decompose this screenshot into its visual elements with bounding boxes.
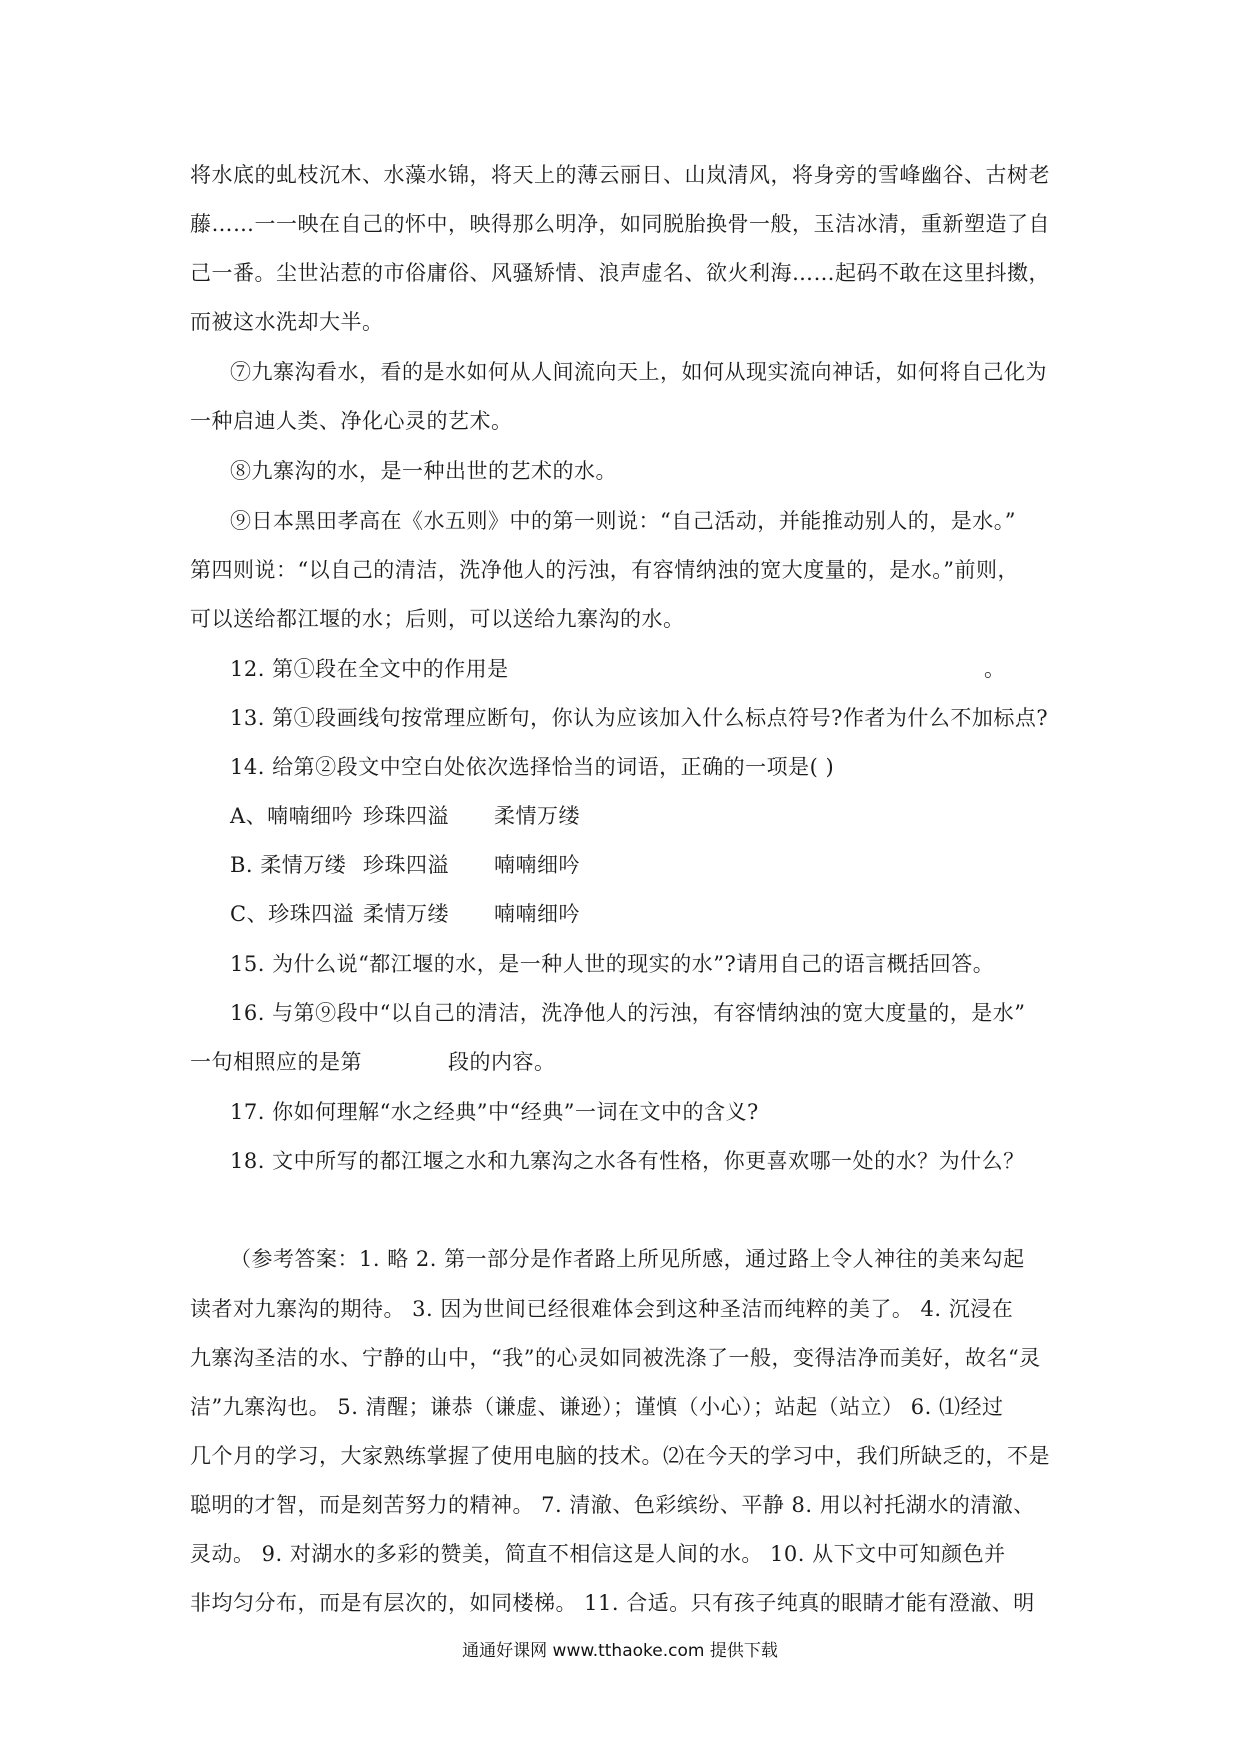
answer-line: 洁”九寨沟也。 5. 清醒；谦恭（谦虚、谦逊）；谨慎（小心）；站起（站立） 6. ⑴经过 xyxy=(190,1395,1004,1419)
answer-line: 非均匀分布，而是有层次的，如同楼梯。 11. 合适。只有孩子纯真的眼睛才能有澄澈、明 xyxy=(190,1591,1035,1615)
answer-line: 九寨沟圣洁的水、宁静的山中，“我”的心灵如同被洗涤了一般，变得洁净而美好，故名“灵 xyxy=(190,1346,1041,1370)
passage-line: ⑦九寨沟看水，看的是水如何从人间流向天上，如何从现实流向神话，如何将自己化为 xyxy=(230,360,1047,384)
question-17: 17. 你如何理解“水之经典”中“经典”一词在文中的含义? xyxy=(230,1100,759,1124)
question-12: 12. 第①段在全文中的作用是 xyxy=(230,657,509,681)
question-12-end: 。 xyxy=(984,657,1006,681)
question-16-cont: 一句相照应的是第 段的内容。 xyxy=(190,1050,556,1074)
option-a: A、喃喃细吟 珍珠四溢 柔情万缕 xyxy=(230,804,580,828)
question-18: 18. 文中所写的都江堰之水和九寨沟之水各有性格，你更喜欢哪一处的水？为什么？ xyxy=(230,1149,1025,1173)
question-13: 13. 第①段画线句按常理应断句，你认为应该加入什么标点符号?作者为什么不加标点? xyxy=(230,706,1049,730)
option-b: B. 柔情万缕 珍珠四溢 喃喃细吟 xyxy=(230,853,580,877)
question-16: 16. 与第⑨段中“以自己的清洁，洗净他人的污浊，有容情纳浊的宽大度量的，是水” xyxy=(230,1001,1026,1025)
passage-line: ⑨日本黑田孝高在《水五则》中的第一则说：“自己活动，并能推动别人的，是水。” xyxy=(230,509,1016,533)
passage-line: 第四则说：“以自己的清洁，洗净他人的污浊，有容情纳浊的宽大度量的，是水。”前则， xyxy=(190,558,1019,582)
question-14: 14. 给第②段文中空白处依次选择恰当的词语，正确的一项是( ) xyxy=(230,755,835,779)
answer-line: 读者对九寨沟的期待。 3. 因为世间已经很难体会到这种圣洁而纯粹的美了。 4. 沉浸在 xyxy=(190,1297,1014,1321)
passage-line: 将水底的虬枝沉木、水藻水锦，将天上的薄云丽日、山岚清风，将身旁的雪峰幽谷、古树老 xyxy=(190,163,1050,187)
answer-line: 几个月的学习，大家熟练掌握了使用电脑的技术。⑵在今天的学习中，我们所缺乏的，不是 xyxy=(190,1444,1050,1468)
passage-line: 可以送给都江堰的水；后则，可以送给九寨沟的水。 xyxy=(190,607,685,631)
passage-line: 己一番。尘世沾惹的市俗庸俗、风骚矫情、浪声虚名、欲火利海……起码不敢在这里抖擞， xyxy=(190,261,1050,285)
answer-line: 灵动。 9. 对湖水的多彩的赞美，简直不相信这是人间的水。 10. 从下文中可知颜色并 xyxy=(190,1542,1006,1566)
passage-line: 一种启迪人类、净化心灵的艺术。 xyxy=(190,409,513,433)
passage-line: ⑧九寨沟的水，是一种出世的艺术的水。 xyxy=(230,459,617,483)
option-c: C、珍珠四溢 柔情万缕 喃喃细吟 xyxy=(230,902,580,926)
answer-line: 聪明的才智，而是刻苦努力的精神。 7. 清澈、色彩缤纷、平静 8. 用以衬托湖水的清澈、 xyxy=(190,1493,1035,1517)
passage-line: 而被这水洗却大半。 xyxy=(190,310,384,334)
page-footer: 通通好课网 www.tthaoke.com 提供下载 xyxy=(462,1641,778,1661)
question-15: 15. 为什么说“都江堰的水，是一种人世的现实的水”?请用自己的语言概括回答。 xyxy=(230,952,995,976)
passage-line: 藤……一一映在自己的怀中，映得那么明净，如同脱胎换骨一般，玉洁冰清，重新塑造了自 xyxy=(190,212,1050,236)
answer-line: （参考答案：1. 略 2. 第一部分是作者路上所见所感，通过路上令人神往的美来勾起 xyxy=(230,1247,1025,1271)
